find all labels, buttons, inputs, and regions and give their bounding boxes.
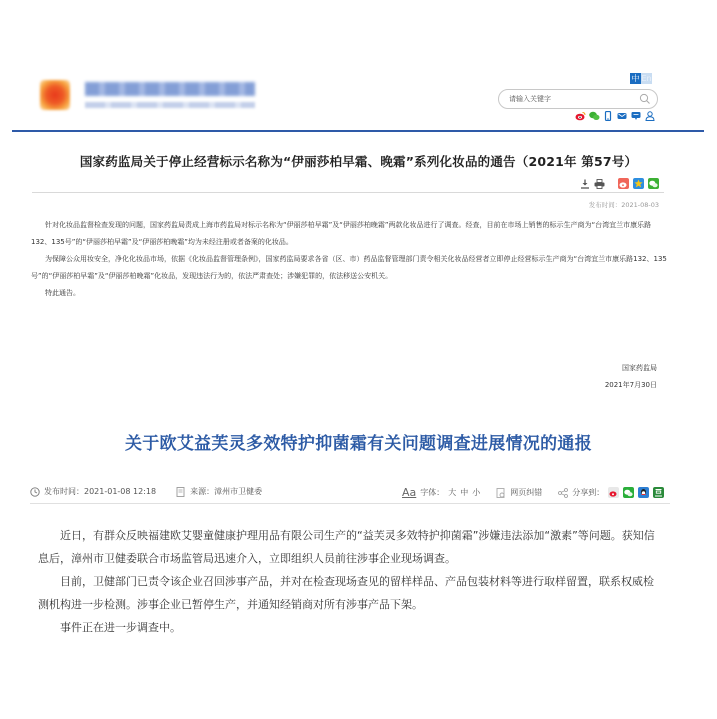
message-icon[interactable]: [631, 111, 641, 121]
notice2-title: 关于欧艾益芙灵多效特护抑菌霜有关问题调查进展情况的通报: [124, 434, 593, 454]
weibo-share-icon[interactable]: [608, 487, 619, 498]
notice1-divider: [32, 192, 664, 193]
report-error-icon[interactable]: [496, 488, 506, 498]
notice1-body: [31, 217, 669, 302]
notice2-paragraph: 目前，卫健部门已责令该企业召回涉事产品，并对在检查现场查见的留样样品、产品包装材料等进行取样留置，联系权威检测机构进一步检测。涉事企业已暂停生产，并通知经销商对所有涉事产品下架。: [38, 575, 654, 611]
report-error-link[interactable]: 网页纠错: [510, 488, 543, 497]
notice1-paragraph: 针对化妆品监督检查发现的问题，国家药监局责成上海市药监局对标示名称为“伊丽莎柏早霜”及“伊丽莎柏晚霜”两款化妆品进行了调查。经查，目前在市场上销售的标示生产商为“台湾宜兰市康乐路132、135号”的“伊丽莎柏早霜”及“伊丽莎柏晚霜”均为未经注册或者备案的化妆品。: [31, 221, 652, 246]
notice2-publish-time: 发布时间：2021-01-08 12:18: [44, 487, 157, 496]
notice1-signature-block: [605, 360, 657, 394]
site-logo-title-blurred[interactable]: [85, 82, 255, 96]
font-medium-button[interactable]: 中: [460, 488, 469, 497]
mobile-icon[interactable]: [603, 111, 613, 121]
font-label: 字体：: [420, 488, 445, 497]
font-small-button[interactable]: 小: [472, 488, 481, 497]
notice2-source: 来源：漳州市卫健委: [190, 487, 263, 496]
wechat-share-icon[interactable]: [648, 178, 659, 189]
notice1-paragraph: 为保障公众用妆安全，净化化妆品市场，依据《化妆品监督管理条例》，国家药监局要求各省（区、市）药品监督管理部门责令相关化妆品经营者立即停止经营标示生产商为“台湾宜兰市康乐路132、135号”的“伊丽莎柏早霜”及“伊丽莎柏晚霜”化妆品，发现违法行为的，依法严肃查处；涉嫌犯罪的，依法移送公安机关。: [31, 255, 667, 280]
document-icon: [176, 487, 186, 497]
notice1-toolbar: [580, 178, 659, 189]
header-social-icons: [575, 111, 655, 121]
weibo-share-icon[interactable]: [618, 178, 629, 189]
search-icon[interactable]: [639, 93, 651, 105]
lang-english-button[interactable]: En: [641, 74, 652, 83]
notice1-sign-date: 2021年7月30日: [604, 381, 657, 389]
lang-chinese-button[interactable]: 中: [631, 74, 640, 83]
share-icon: [558, 488, 568, 498]
search-box: [498, 89, 658, 109]
notice1-title: 国家药监局关于停止经营标示名称为“伊丽莎柏早霜、晚霜”系列化妆品的通告（2021年 第57号）: [79, 154, 638, 169]
user-icon[interactable]: [645, 111, 655, 121]
mail-icon[interactable]: [617, 111, 627, 121]
weibo-icon[interactable]: [575, 111, 585, 121]
notice2-body: [38, 524, 658, 639]
print-icon[interactable]: [594, 179, 604, 189]
notice1-paragraph: 特此通告。: [45, 289, 80, 297]
notice2-divider: [30, 503, 670, 504]
star-share-icon[interactable]: [633, 178, 644, 189]
language-switch: [630, 73, 652, 84]
notice2-paragraph: 近日，有群众反映福建欧艾婴童健康护理用品有限公司生产的“益芙灵多效特护抑菌霜”涉嫌违法添加“激素”等问题。获知信息后，漳州市卫健委联合市场监管局迅速介入，立即组织人员前往涉事企业现场调查。: [38, 529, 655, 565]
wechat-icon[interactable]: [589, 111, 599, 121]
douban-share-icon[interactable]: [653, 487, 664, 498]
notice2-meta: [30, 486, 262, 497]
site-logo-subtitle-blurred: [85, 102, 255, 108]
download-icon[interactable]: [580, 179, 590, 189]
share-label: 分享到：: [572, 488, 605, 497]
notice2-toolbar: [402, 486, 664, 499]
notice2-paragraph: 事件正在进一步调查中。: [60, 621, 181, 634]
site-logo-emblem[interactable]: [40, 80, 70, 110]
notice1-signature: 国家药监局: [622, 364, 657, 372]
notice1-publish-time: 发布时间：2021-08-03: [588, 201, 659, 209]
site-header: [0, 0, 717, 134]
header-divider: [12, 130, 704, 132]
font-size-icon: Aa: [402, 486, 417, 499]
font-large-button[interactable]: 大: [448, 488, 457, 497]
search-input[interactable]: [509, 93, 629, 105]
wechat-share-icon[interactable]: [623, 487, 634, 498]
qq-share-icon[interactable]: [638, 487, 649, 498]
clock-icon: [30, 487, 40, 497]
